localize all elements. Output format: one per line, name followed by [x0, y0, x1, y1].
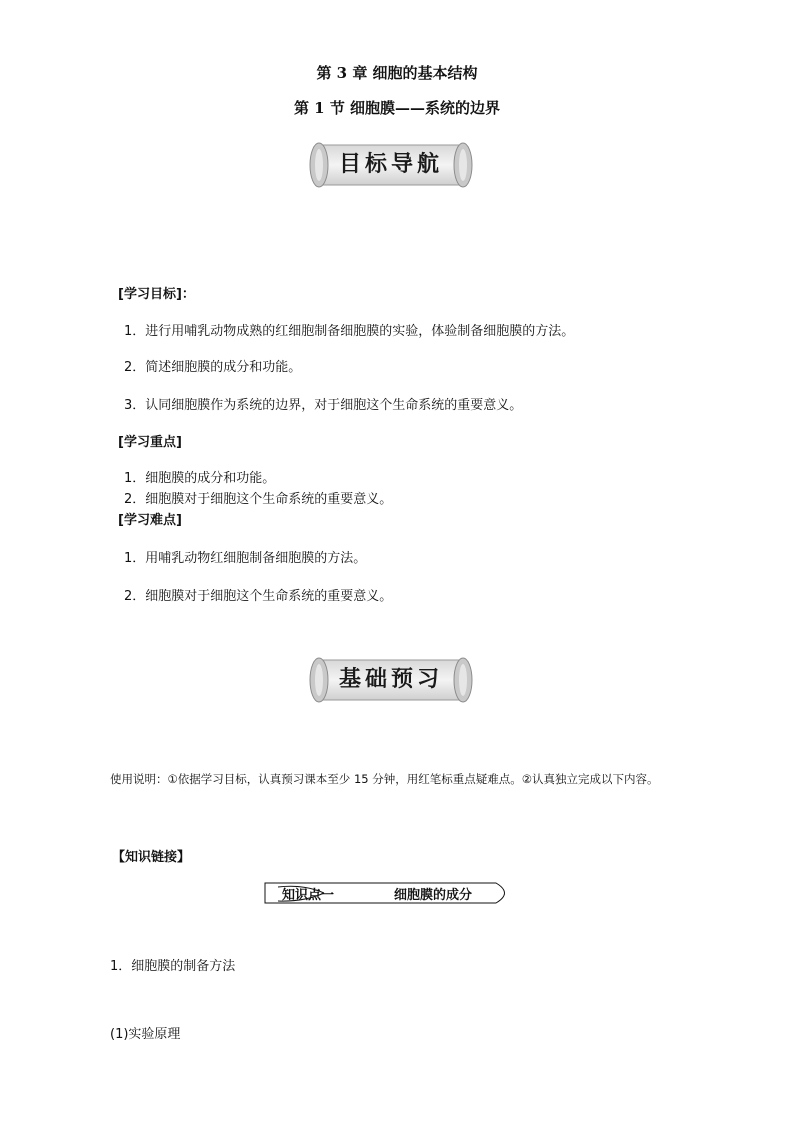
difficult-point-item: 1．用哺乳动物红细胞制备细胞膜的方法。 — [124, 551, 367, 566]
difficult-point-item: 2．细胞膜对于细胞这个生命系统的重要意义。 — [124, 589, 393, 604]
preview-banner-label: 基础预习 — [338, 667, 443, 692]
knowledge-point-box — [264, 882, 514, 904]
objective-item: 2．简述细胞膜的成分和功能。 — [124, 360, 302, 375]
knowledge-point-topic: 细胞膜的成分 — [394, 888, 473, 903]
section-title: 第 1 节 细胞膜——系统的边界 — [293, 99, 501, 117]
knowledge-link-heading: 【知识链接】 — [112, 850, 191, 865]
chapter-title: 第 3 章 细胞的基本结构 — [316, 64, 478, 82]
usage-note: 使用说明：①依据学习目标，认真预习课本至少 15 分钟，用红笔标重点疑难点。②认真独立完成以下内容。 — [110, 772, 659, 786]
key-points-heading: [学习重点] — [118, 435, 182, 450]
preview-banner — [307, 654, 475, 706]
goal-banner — [307, 139, 475, 191]
knowledge-point-label: 知识点一 — [282, 888, 335, 903]
section-subitem: (1)实验原理 — [110, 1027, 181, 1042]
objectives-heading: [学习目标]： — [118, 287, 195, 302]
difficult-points-heading: [学习难点] — [118, 513, 182, 528]
key-point-item: 2．细胞膜对于细胞这个生命系统的重要意义。 — [124, 492, 393, 507]
key-point-item: 1．细胞膜的成分和功能。 — [124, 471, 276, 486]
goal-banner-label: 目标导航 — [338, 152, 443, 177]
objective-item: 1．进行用哺乳动物成熟的红细胞制备细胞膜的实验，体验制备细胞膜的方法。 — [124, 324, 575, 339]
objective-item: 3．认同细胞膜作为系统的边界，对于细胞这个生命系统的重要意义。 — [124, 398, 523, 413]
section-item: 1．细胞膜的制备方法 — [110, 959, 236, 974]
